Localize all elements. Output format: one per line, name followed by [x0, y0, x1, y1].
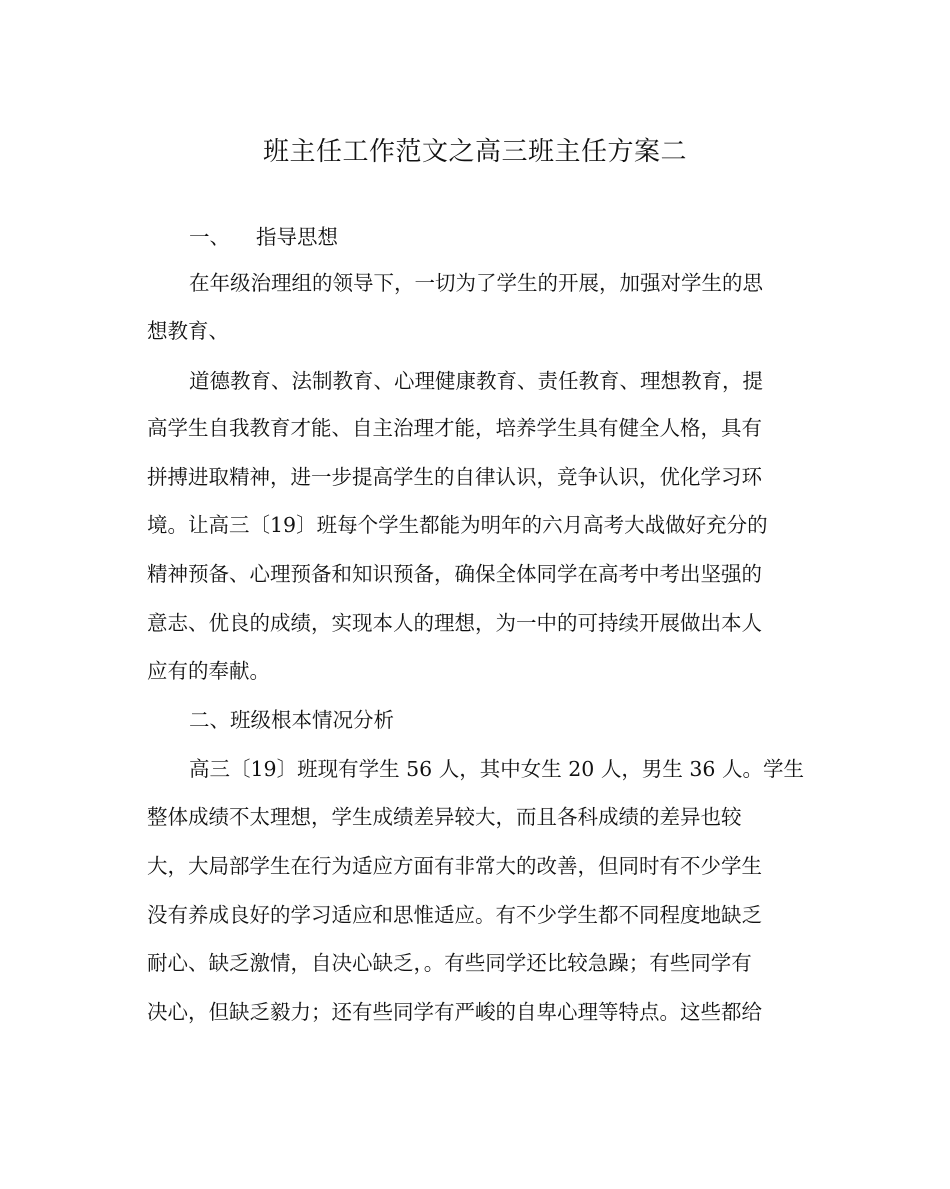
section-1-title: 指导思想	[256, 225, 338, 249]
paragraph-line: 决心，但缺乏毅力；还有些同学有严峻的自卑心理等特点。这些都给	[147, 1000, 762, 1024]
paragraph-line: 精神预备、心理预备和知识预备，确保全体同学在高考中考出坚强的	[147, 562, 762, 586]
paragraph-line: 大，大局部学生在行为适应方面有非常大的改善，但同时有不少学生	[147, 854, 762, 878]
document-title: 班主任工作范文之高三班主任方案二	[262, 137, 687, 167]
paragraph-line: 没有养成良好的学习适应和思惟适应。有不少学生都不同程度地缺乏	[147, 903, 762, 927]
paragraph-line: 道德教育、法制教育、心理健康教育、责任教育、理想教育，提	[189, 369, 763, 393]
section-2-heading: 二、班级根本情况分析	[189, 708, 394, 732]
section-1-heading	[189, 222, 338, 252]
paragraph-line: 高学生自我教育才能、自主治理才能，培养学生具有健全人格，具有	[147, 416, 762, 440]
paragraph-line: 高三〔19〕班现有学生 56 人，其中女生 20 人，男生 36 人。学生	[189, 757, 804, 781]
paragraph-line: 意志、优良的成绩，实现本人的理想，为一中的可持续开展做出本人	[147, 611, 762, 635]
paragraph-line: 在年级治理组的领导下，一切为了学生的开展，加强对学生的思	[189, 271, 763, 295]
paragraph-line: 应有的奉献。	[147, 659, 270, 683]
paragraph-line: 境。让高三〔19〕班每个学生都能为明年的六月高考大战做好充分的	[147, 513, 768, 537]
section-1-number: 一、	[189, 225, 230, 249]
paragraph-line: 整体成绩不太理想，学生成绩差异较大，而且各科成绩的差异也较	[147, 805, 742, 829]
paragraph-line: 拼搏进取精神，进一步提高学生的自律认识，竞争认识，优化学习环	[147, 465, 762, 489]
paragraph-line: 想教育、	[147, 319, 229, 343]
paragraph-line: 耐心、缺乏激情，自决心缺乏，。有些同学还比较急躁；有些同学有	[147, 951, 752, 975]
